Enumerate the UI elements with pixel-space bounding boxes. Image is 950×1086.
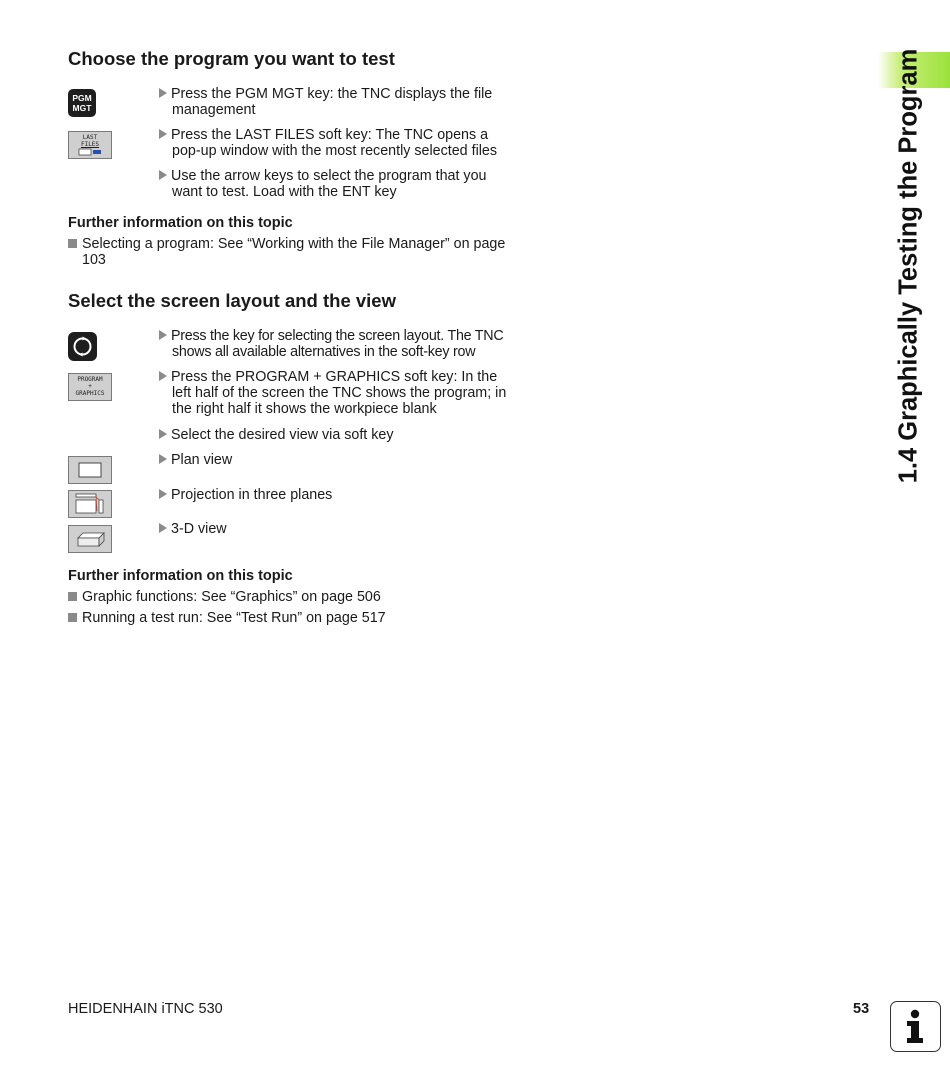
step-pgm-mgt: Press the PGM MGT key: the TNC displays the file management [159,86,519,118]
last-files-softkey-label-1: LAST [82,134,98,141]
bullet-square-icon [68,239,77,248]
step-arrow-icon [159,429,167,439]
pgm-mgt-key-icon [68,89,96,117]
step-arrow-icon [159,129,167,139]
pgm-mgt-key-label-2: MGT [72,103,92,113]
info-i-glyph-icon [891,1002,939,1050]
step-arrow-icon [159,170,167,180]
plan-view-softkey-icon [68,456,112,484]
step-arrow-icon [159,454,167,464]
further-info-item: Graphic functions: See “Graphics” on page 506 [68,589,518,605]
3d-block-icon [69,526,111,552]
step-program-graphics: Press the PROGRAM + GRAPHICS soft key: In the left half of the screen the TNC shows the program; in the right half it shows the workpiece blank [159,369,519,417]
plan-view-rectangle-icon [69,457,111,483]
step-arrow-icon [159,489,167,499]
step-arrow-keys: Use the arrow keys to select the program that you want to test. Load with the ENT key [159,168,519,200]
pgm-mgt-key-label-1: PGM [72,93,92,103]
section-heading-choose-program: Choose the program you want to test [68,48,395,69]
program-graphics-softkey-icon [68,373,112,401]
section-heading-screen-layout: Select the screen layout and the view [68,290,396,311]
step-last-files: Press the LAST FILES soft key: The TNC opens a pop-up window with the most recently selected files [159,127,519,159]
bullet-square-icon [68,592,77,601]
step-3d-view: 3-D view [159,521,519,537]
3d-view-softkey-icon [68,525,112,553]
further-info-item: Running a test run: See “Test Run” on page 517 [68,610,518,626]
step-screen-layout: Press the key for selecting the screen layout. The TNC shows all available alternatives in the soft-key row [159,328,519,360]
program-graphics-label-2: + [88,383,92,390]
further-info-item: Selecting a program: See “Working with the File Manager” on page 103 [68,236,518,268]
program-graphics-label-1: PROGRAM [77,376,103,383]
step-projection-three-planes: Projection in three planes [159,487,519,503]
last-files-softkey-label-2: FILES [80,141,100,148]
last-files-softkey-icon [68,131,112,159]
projection-planes-icon [69,491,111,517]
info-icon [890,1001,941,1052]
further-info-heading: Further information on this topic [68,568,293,584]
step-plan-view: Plan view [159,452,519,468]
further-info-heading: Further information on this topic [68,215,293,231]
screen-layout-key-icon [68,332,97,361]
screen-layout-circle-icon [68,332,97,361]
step-arrow-icon [159,523,167,533]
chapter-title: 1.4 Graphically Testing the Program [894,48,923,484]
program-graphics-label-3: GRAPHICS [75,390,105,397]
step-select-view: Select the desired view via soft key [159,427,519,443]
bullet-square-icon [68,613,77,622]
page-number: 53 [853,1001,870,1017]
projection-three-planes-softkey-icon [68,490,112,518]
footer-brand: HEIDENHAIN iTNC 530 [68,1001,223,1017]
step-arrow-icon [159,88,167,98]
step-arrow-icon [159,371,167,381]
last-files-graphic-icon [77,148,103,156]
step-arrow-icon [159,330,167,340]
